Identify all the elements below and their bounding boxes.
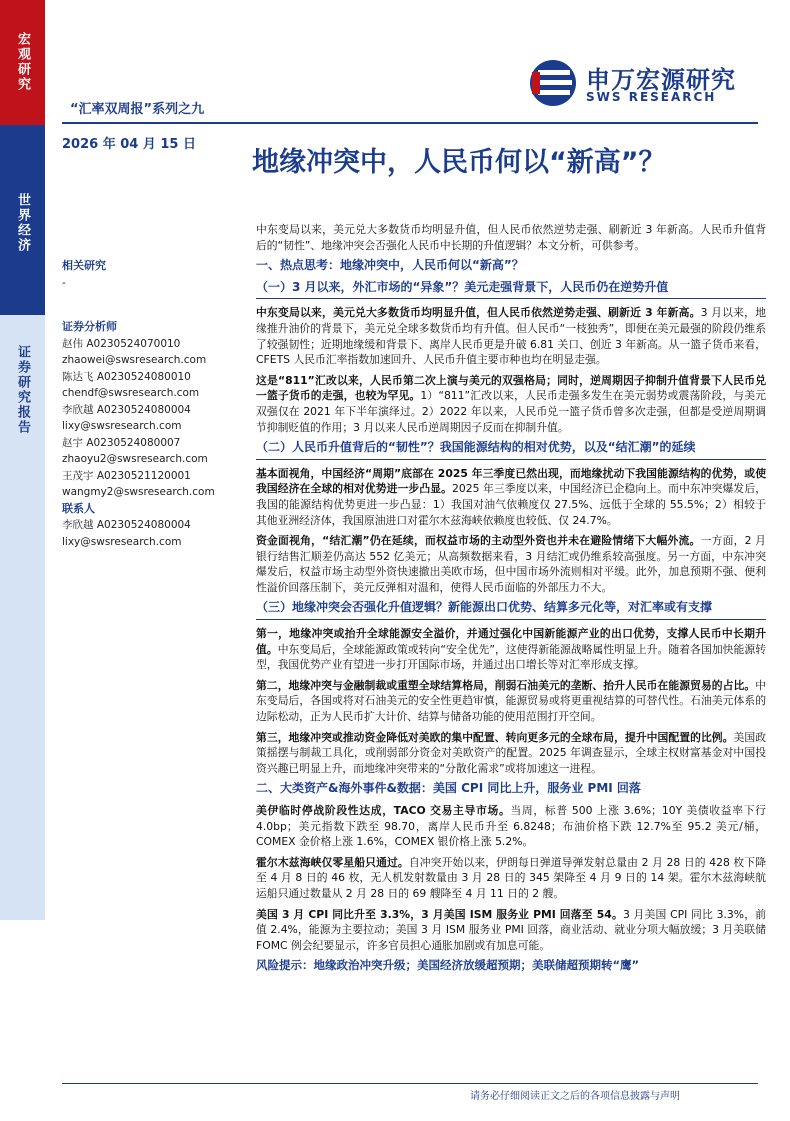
paragraph: 中东变局以来，美元兑大多数货币均明显升值，但人民币依然逆势走强、刷新近 3 年新高。3 月以来，地缘推升油价的背景下，美元兑全球多数货币均有升值。但人民币“一枝独秀”，即便在美元最强的阶段仍维系了较强韧性；近期地缘缓和背景下、离岸人民币更是升破 6.81 关口、创近 3 年新高。从一篮子货币来看，CFETS 人民币汇率指数加速回升、人民币升值主要市种也均在明显走强。 (256, 306, 766, 367)
analyst-line[interactable]: zhaowei@swsresearch.com (62, 354, 207, 366)
subsection-heading-1: （一）3 月以来，外汇市场的“异象”？美元走强背景下，人民币仍在逆势升值 (256, 280, 766, 300)
analyst-line[interactable]: zhaoyu2@swsresearch.com (62, 453, 208, 465)
sidebar-tag-report-type: 证券研究报告 (0, 315, 45, 920)
logo-text-cn: 申万宏源研究 (586, 66, 736, 94)
logo-globe-icon (528, 58, 578, 108)
analyst-line[interactable]: lixy@swsresearch.com (62, 420, 182, 432)
footer-disclaimer[interactable]: 请务必仔细阅读正文之后的各项信息披露与声明 (470, 1091, 680, 1102)
analyst-line: 李欣越 A0230524080004 (62, 403, 191, 416)
analyst-line: 赵宇 A0230524080007 (62, 436, 181, 449)
subsection-heading-2: （二）人民币升值背后的“韧性”？我国能源结构的相对优势，以及“结汇潮”的延续 (256, 440, 766, 460)
paragraph: 美伊临时停战阶段性达成，TACO 交易主导市场。当周，标普 500 上涨 3.6%；10Y 美债收益率下行 4.0bp；美元指数下跌至 98.70，离岸人民币升至 6.8248；布油价格下跌 12.7%至 95.2 美元/桶，COMEX 金价格上涨 1.6%，COMEX 银价格上涨 5.2%。 (256, 804, 766, 849)
contact-line[interactable]: lixy@swsresearch.com (62, 535, 182, 548)
paragraph: 这是“811”汇改以来，人民币第二次上演与美元的双强格局；同时，逆周期因子抑制升值背景下人民币兑一篮子货币的走强，也较为罕见。1）“811”汇改以来，人民币走强多发生在美元弱势或震荡阶段，与美元双强仅在 2021 年下半年演绎过。2）2022 年以来，人民币兑一篮子货币曾多次走强，但都是受逆周期调节抑制贬值的作用；3 月以来人民币逆周期因子反而在抑制升值。 (256, 373, 766, 434)
left-column (62, 258, 232, 550)
footer-divider (62, 1083, 758, 1084)
paragraph: 资金面视角，“结汇潮”仍在延续，而权益市场的主动型外资也并未在避险情绪下大幅外流。一方面，2 月银行结售汇顺差仍高达 552 亿美元；从高频数据来看，3 月结汇或仍维系较高强度。另一方面，中东冲突爆发后，权益市场主动型外资快速撤出美欧市场，但中国市场外流则相对平缓。此外，加息预期不强、便利性溢价回落压制下，美元反弹相对温和，使得人民币面临的外部压力不大。 (256, 534, 766, 594)
paragraph: 第一，地缘冲突或抬升全球能源安全溢价，并通过强化中国新能源产业的出口优势，支撑人民币中长期升值。中东变局后，全球能源政策或转向“安全优先”，这使得新能源战略属性明显上升。随着各国加快能源转型，我国优势产业有望进一步打开国际市场，并通过出口增长等对汇率形成支撑。 (256, 627, 766, 672)
series-label: “汇率双周报”系列之九 (70, 102, 205, 117)
sidebar-tag-world-economy: 世界经济 (0, 125, 45, 315)
header-divider (62, 122, 758, 124)
paragraph: 第二，地缘冲突与金融制裁或重塑全球结算格局，削弱石油美元的垄断、抬升人民币在能源贸易的占比。中东变局后，各国或将对石油美元的安全性更趋审慎，能源贸易或将更重视结算的可替代性。石油美元体系的边际松动，正为人民币扩大计价、结算与储备功能的使用范围打开空间。 (256, 678, 766, 724)
risk-warning: 风险提示：地缘政治冲突升级；美国经济放缓超预期；美联储超预期转“鹰” (256, 958, 640, 973)
analyst-line[interactable]: wangmy2@swsresearch.com (62, 486, 215, 498)
analyst-line: 陈达飞 A0230524080010 (62, 370, 191, 383)
subsection-heading-3: （三）地缘冲突会否强化升值逻辑？新能源出口优势、结算多元化等，对汇率或有支撑 (256, 600, 766, 620)
paragraph: 霍尔木兹海峡仅零星船只通过。自冲突开始以来，伊朗每日弹道导弹发射总量由 2 月 28 日的 428 枚下降至 4 月 8 日的 46 枚，无人机发射数量由 3 月 28 日的 345 架降至 4 月 9 日的 14 架。霍尔木兹海峡航运船只通过数量从 2 月 28 日的 69 艘降至 4 月 11 日的 2 艘。 (256, 855, 767, 900)
page-title: 地缘冲突中，人民币何以“新高”？ (252, 147, 666, 178)
related-research-title: 相关研究 (62, 259, 106, 272)
report-date: 2026 年 04 月 15 日 (62, 137, 196, 152)
paragraph: 基本面视角，中国经济“周期”底部在 2025 年三季度已然出现，而地缘扰动下我国能源结构的优势，或使我国经济在全球的相对优势进一步凸显。2025 年三季度以来，中国经济已企稳向上。而中东冲突爆发后，我国的能源结构优势更进一步凸显：1）我国对油气依赖度仅 27.5%、远低于全球的 55.5%；2）相较于其他亚洲经济体，我国原油进口对霍尔木兹海峡依赖度也较低、仅 24.7%。 (256, 466, 766, 527)
contact-line: 李欣越 A0230524080004 (62, 519, 191, 531)
paragraph: 第三，地缘冲突或推动资金降低对美欧的集中配置、转向更多元的全球布局，提升中国配置的比例。美国政策摇摆与制裁工具化，或削弱部分资金对美欧资产的配置。2025 年调查显示，全球主权财富基金对中国投资兴趣已明显上升，而地缘冲突带来的“分散化需求”或将加速这一进程。 (256, 730, 767, 775)
analysts-title: 证券分析师 (62, 320, 117, 333)
logo-text-en: SWS RESEARCH (586, 90, 717, 104)
sidebar-tag-macro: 宏观研究 (0, 0, 45, 125)
analyst-line: 赵伟 A0230524070010 (62, 337, 181, 350)
company-logo (528, 58, 758, 108)
related-research-dash: - (62, 276, 66, 289)
section-heading-2: 二、大类资产&海外事件&数据：美国 CPI 同比上升，服务业 PMI 回落 (256, 781, 641, 796)
analyst-line[interactable]: chendf@swsresearch.com (62, 387, 200, 399)
analyst-line: 王茂宇 A0230521120001 (62, 469, 191, 482)
intro-paragraph: 中东变局以来，美元兑大多数货币均明显升值，但人民币依然逆势走强、刷新近 3 年新高。人民币升值背后的“韧性”、地缘冲突会否强化人民币中长期的升值逻辑？本文分析，可供参考。 (256, 223, 766, 252)
contacts-title: 联系人 (62, 501, 95, 515)
paragraph: 美国 3 月 CPI 同比升至 3.3%，3 月美国 ISM 服务业 PMI 回落至 54。3 月美国 CPI 同比 3.3%，前值 2.4%，能源为主要拉动；美国 3 月 ISM 服务业 PMI 回落，商业活动、就业分项大幅放缓；3 月美联储 FOMC 例会纪要显示，许多官员担心通胀加剧或有加息可能。 (256, 907, 766, 952)
section-heading-1: 一、热点思考：地缘冲突中，人民币何以“新高”？ (256, 258, 524, 273)
summary-body (256, 222, 766, 974)
